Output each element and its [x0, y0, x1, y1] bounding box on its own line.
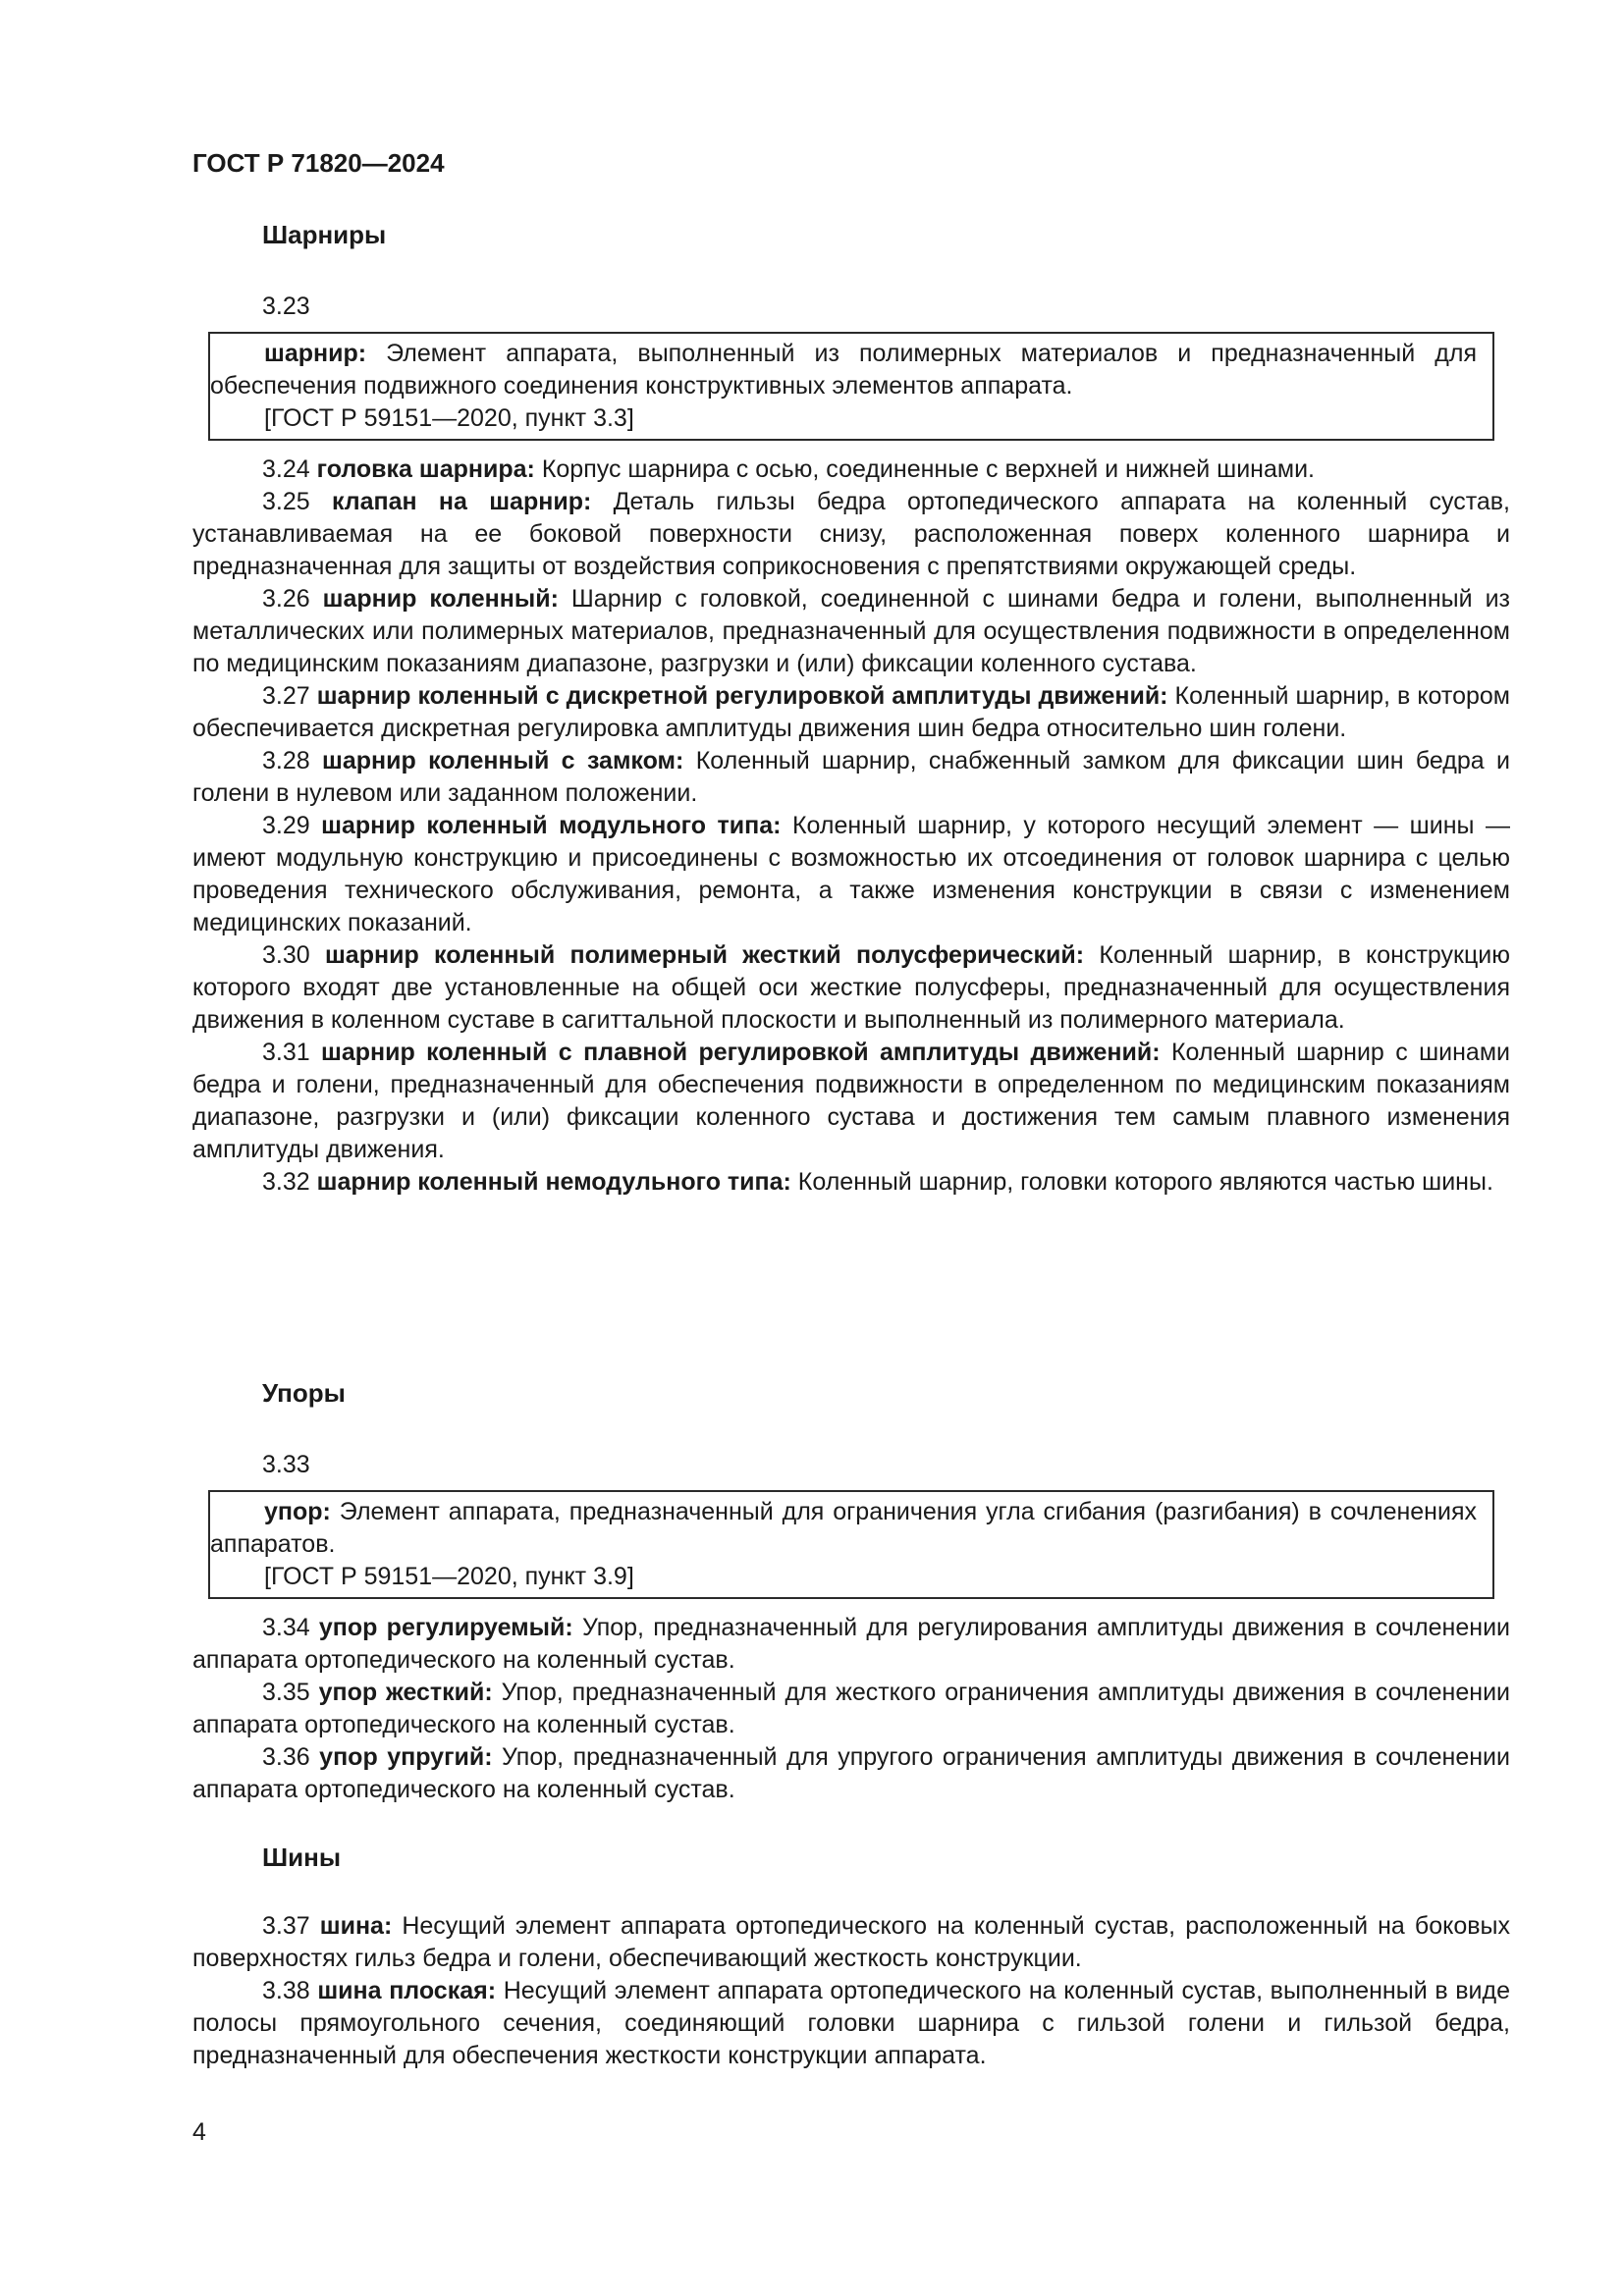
reference-text: Элемент аппарата, предназначенный для ограничения угла сгибания (разгибания) в сочленениях аппаратов.: [210, 1498, 1477, 1558]
reference-term: шарнир:: [264, 340, 367, 367]
term-list-splints: [192, 1910, 1510, 2072]
section-title-hinges: Шарниры: [262, 220, 387, 249]
term-number: 3.27: [262, 682, 317, 710]
term-number-3-23: 3.23: [262, 293, 310, 320]
term-number: 3.32: [262, 1168, 317, 1196]
term-definition: Упор, предназначенный для жесткого ограничения амплитуды движения в сочленении аппарата ортопедического на коленный сустав.: [192, 1679, 1511, 1738]
term-number: 3.34: [262, 1614, 319, 1641]
term-entry: [192, 680, 1510, 745]
term-number: 3.38: [262, 1977, 318, 2004]
term-number: 3.26: [262, 585, 323, 613]
term-definition: Деталь гильзы бедра ортопедического аппарата на коленный сустав, устанавливаемая на ее боковой поверхности снизу, расположенная поверх коленного шарнира и предназначенная для защиты от воздействия соприкосновения с препятствиями окружающей среды.: [192, 488, 1510, 580]
reference-text: Элемент аппарата, выполненный из полимерных материалов и предназначенный для обеспечения подвижного соединения конструктивных элементов аппарата.: [210, 340, 1477, 400]
term-number: 3.29: [262, 812, 322, 839]
term-entry: [192, 486, 1510, 583]
term-definition: Коленный шарнир с шинами бедра и голени, предназначенный для обеспечения подвижности в определенном по медицинским показаниям диапазоне, разгрузки и (или) фиксации коленного сустава и достижения тем самым плавного изменения амплитуды движения.: [192, 1039, 1510, 1163]
term-name: шина плоская:: [317, 1977, 497, 2004]
term-number: 3.25: [262, 488, 332, 515]
section-title-splints: Шины: [262, 1842, 342, 1872]
term-name: упор регулируемый:: [318, 1614, 573, 1641]
term-name: шарнир коленный полимерный жесткий полусферический:: [324, 941, 1085, 969]
reference-term: упор:: [264, 1498, 331, 1525]
term-entry: [192, 810, 1510, 939]
term-number-3-33: 3.33: [262, 1451, 310, 1478]
term-name: клапан на шарнир:: [331, 488, 592, 515]
term-definition: Коленный шарнир, у которого несущий элемент — шины — имеют модульную конструкцию и присоединены с возможностью их отсоединения от головок шарнира с целью проведения технического обслуживания, ремонта, а также изменения конструкции в связи с изменением медицинских показаний.: [192, 812, 1510, 936]
term-name: шарнир коленный модульного типа:: [321, 812, 782, 839]
reference-definition: [210, 1496, 1477, 1561]
term-name: шарнир коленный с плавной регулировкой амплитуды движений:: [321, 1039, 1161, 1066]
term-name: шарнир коленный с замком:: [322, 747, 684, 774]
reference-box-hinge: [208, 332, 1494, 441]
term-definition: Упор, предназначенный для регулирования амплитуды движения в сочленении аппарата ортопедического на коленный сустав.: [192, 1614, 1510, 1674]
term-list-hinges: [192, 454, 1510, 1199]
term-name: упор жесткий:: [318, 1679, 493, 1706]
term-number: 3.24: [262, 455, 317, 483]
term-name: шарнир коленный с дискретной регулировкой амплитуды движений:: [316, 682, 1168, 710]
term-name: шарнир коленный немодульного типа:: [316, 1168, 791, 1196]
term-name: головка шарнира:: [316, 455, 535, 483]
term-definition: Корпус шарнира с осью, соединенные с верхней и нижней шинами.: [534, 455, 1315, 483]
term-number: 3.36: [262, 1743, 320, 1771]
term-definition: Несущий элемент аппарата ортопедического на коленный сустав, расположенный на боковых поверхностях гильз бедра и голени, обеспечивающий жесткость конструкции.: [192, 1912, 1510, 1972]
term-name: шина:: [319, 1912, 393, 1940]
document-page: [192, 0, 1510, 2296]
term-name: упор упругий:: [319, 1743, 493, 1771]
term-definition: Несущий элемент аппарата ортопедического на коленный сустав, выполненный в виде полосы прямоугольного сечения, соединяющий головки шарнира с гильзой голени и гильзой бедра, предназначенный для обеспечения жесткости конструкции аппарата.: [192, 1977, 1510, 2069]
term-number: 3.30: [262, 941, 325, 969]
term-entry: [192, 454, 1510, 486]
reference-definition: [210, 338, 1477, 402]
term-definition: Упор, предназначенный для упругого ограничения амплитуды движения в сочленении аппарата ортопедического на коленный сустав.: [192, 1743, 1510, 1803]
term-definition: Коленный шарнир, в конструкцию которого входят две установленные на общей оси жесткие полусферы, предназначенный для осуществления движения в коленном суставе в сагиттальной плоскости и выполненный из полимерного материала.: [192, 941, 1511, 1034]
term-list-stops: [192, 1612, 1510, 1806]
term-entry: [192, 1910, 1510, 1975]
term-number: 3.37: [262, 1912, 320, 1940]
term-name: шарнир коленный:: [322, 585, 559, 613]
document-code: ГОСТ Р 71820—2024: [192, 148, 445, 178]
reference-source: [ГОСТ Р 59151—2020, пункт 3.3]: [264, 404, 634, 432]
term-entry: [192, 583, 1510, 680]
reference-source: [ГОСТ Р 59151—2020, пункт 3.9]: [264, 1563, 634, 1590]
reference-box-stop: [208, 1490, 1494, 1599]
term-entry: [192, 1612, 1510, 1677]
term-entry: [192, 939, 1510, 1037]
term-definition: Коленный шарнир, в котором обеспечивается дискретная регулировка амплитуды движения шин бедра относительно шин голени.: [192, 682, 1510, 742]
term-entry: [192, 1975, 1510, 2072]
term-entry: [192, 1037, 1510, 1166]
section-title-stops: Упоры: [262, 1378, 346, 1408]
term-entry: [192, 1166, 1510, 1199]
term-definition: Шарнир с головкой, соединенной с шинами бедра и голени, выполненный из металлических или полимерных материалов, предназначенный для осуществления подвижности в определенном по медицинским показаниям диапазоне, разгрузки и (или) фиксации коленного сустава.: [192, 585, 1510, 677]
term-definition: Коленный шарнир, снабженный замком для фиксации шин бедра и голени в нулевом или заданном положении.: [192, 747, 1511, 807]
term-entry: [192, 1741, 1510, 1806]
term-entry: [192, 1677, 1510, 1741]
term-number: 3.31: [262, 1039, 322, 1066]
page-number: 4: [192, 2118, 206, 2146]
term-entry: [192, 745, 1510, 810]
term-number: 3.35: [262, 1679, 319, 1706]
term-number: 3.28: [262, 747, 323, 774]
term-definition: Коленный шарнир, головки которого являются частью шины.: [790, 1168, 1493, 1196]
